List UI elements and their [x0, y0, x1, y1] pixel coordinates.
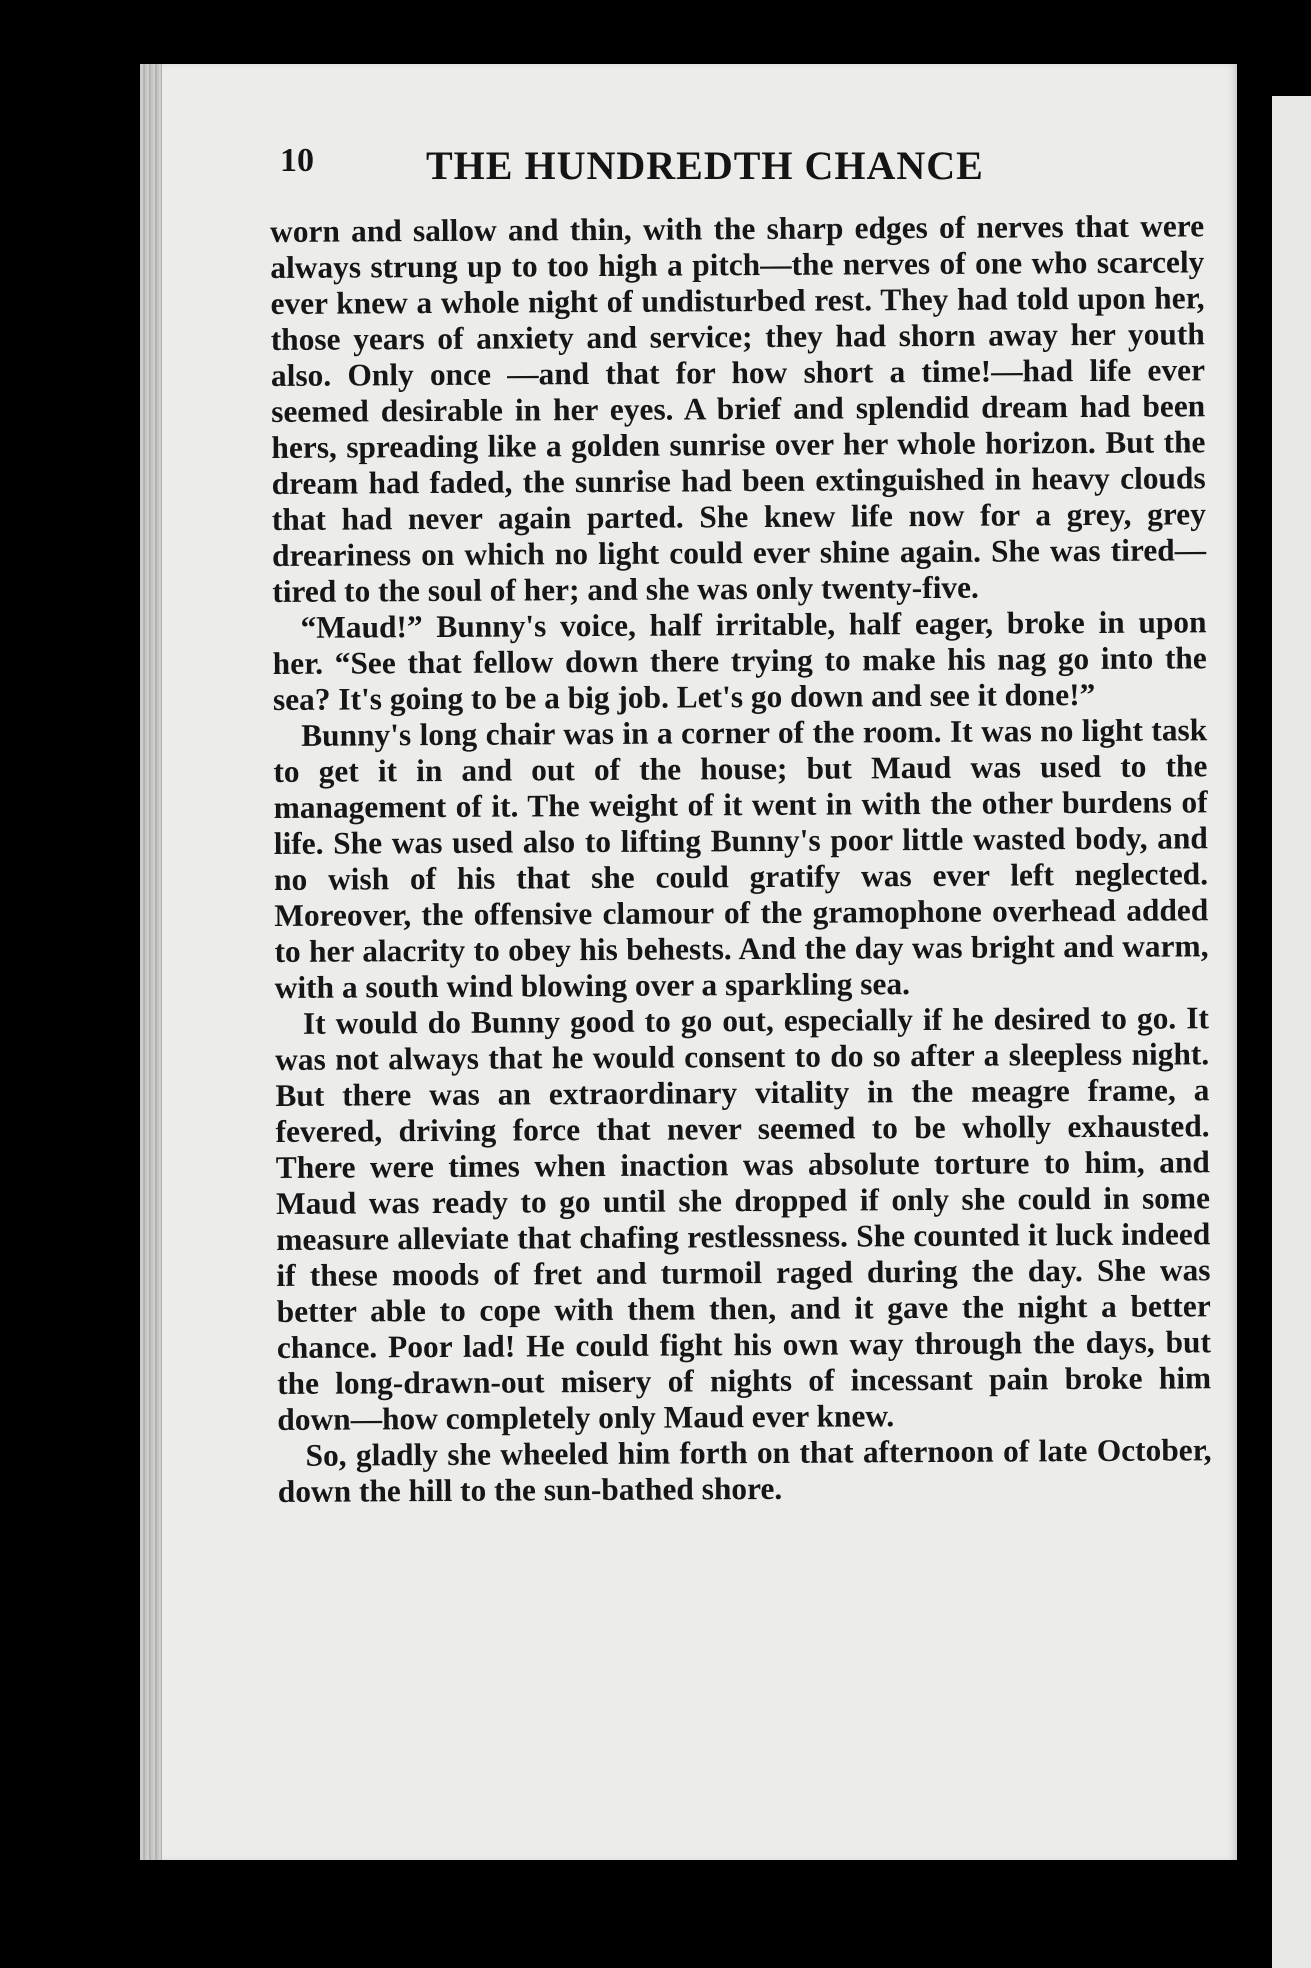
paragraph-3: Bunny's long chair was in a corner of the room. It was no light task to get it in and out of the house; but Maud was used to the management of it. The weight of it went in with the other burdens of life. She was used also to lifting Bunny's poor little wasted body, and no wish of his that she could gratify was ever left neglected. Moreover, the offensive clamour of the gramophone overhead added to her alacrity to obey his behests. And the day was bright and warm, with a south wind blowing over a sparkling sea.: [273, 712, 1209, 1005]
paragraph-2: “Maud!” Bunny's voice, half irritable, half eager, broke in upon her. “See that fellow down there trying to make his nag go into the sea? It's going to be a big job. Let's go down and see it done!”: [272, 604, 1207, 717]
page-number: 10: [280, 142, 314, 179]
paragraph-1: worn and sallow and thin, with the sharp edges of nerves that were always strung up to too high a pitch—the nerves of one who scarcely ever knew a whole night of undisturbed rest. They had told upon her, those years of anxiety and service; they had shorn away her youth also. Only once —and that for how short a time!—had life ever seemed desirable in her eyes. A brief and splendid dream had been hers, spreading like a golden sunrise over her whole horizon. But the dream had faded, the sunrise had been extinguished in heavy clouds that had never again parted. She knew life now for a grey, grey dreariness on which no light could ever shine again. She was tired—tired to the soul of her; and she was only twenty-five.: [270, 208, 1207, 609]
body-text: [270, 208, 1212, 1510]
page-header: [140, 142, 1237, 202]
book-page: [140, 64, 1237, 1860]
running-title: THE HUNDREDTH CHANCE: [426, 143, 984, 188]
adjacent-page-edge: [1272, 96, 1311, 1968]
paragraph-5: So, gladly she wheeled him forth on that afternoon of late October, down the hill to the sun-bathed shore.: [277, 1432, 1212, 1509]
paragraph-4: It would do Bunny good to go out, especially if he desired to go. It was not always that he would consent to do so after a sleepless night. But there was an extraordinary vitality in the meagre frame, a fevered, driving force that never seemed to be wholly exhausted. There were times when inaction was absolute torture to him, and Maud was ready to go until she dropped if only she could in some measure alleviate that chafing restlessness. She counted it luck indeed if these moods of fret and turmoil raged during the day. She was better able to cope with them then, and it gave the night a better chance. Poor lad! He could fight his own way through the days, but the long-drawn-out misery of nights of incessant pain broke him down—how completely only Maud ever knew.: [275, 1000, 1212, 1437]
page-gutter-edge: [140, 64, 162, 1860]
